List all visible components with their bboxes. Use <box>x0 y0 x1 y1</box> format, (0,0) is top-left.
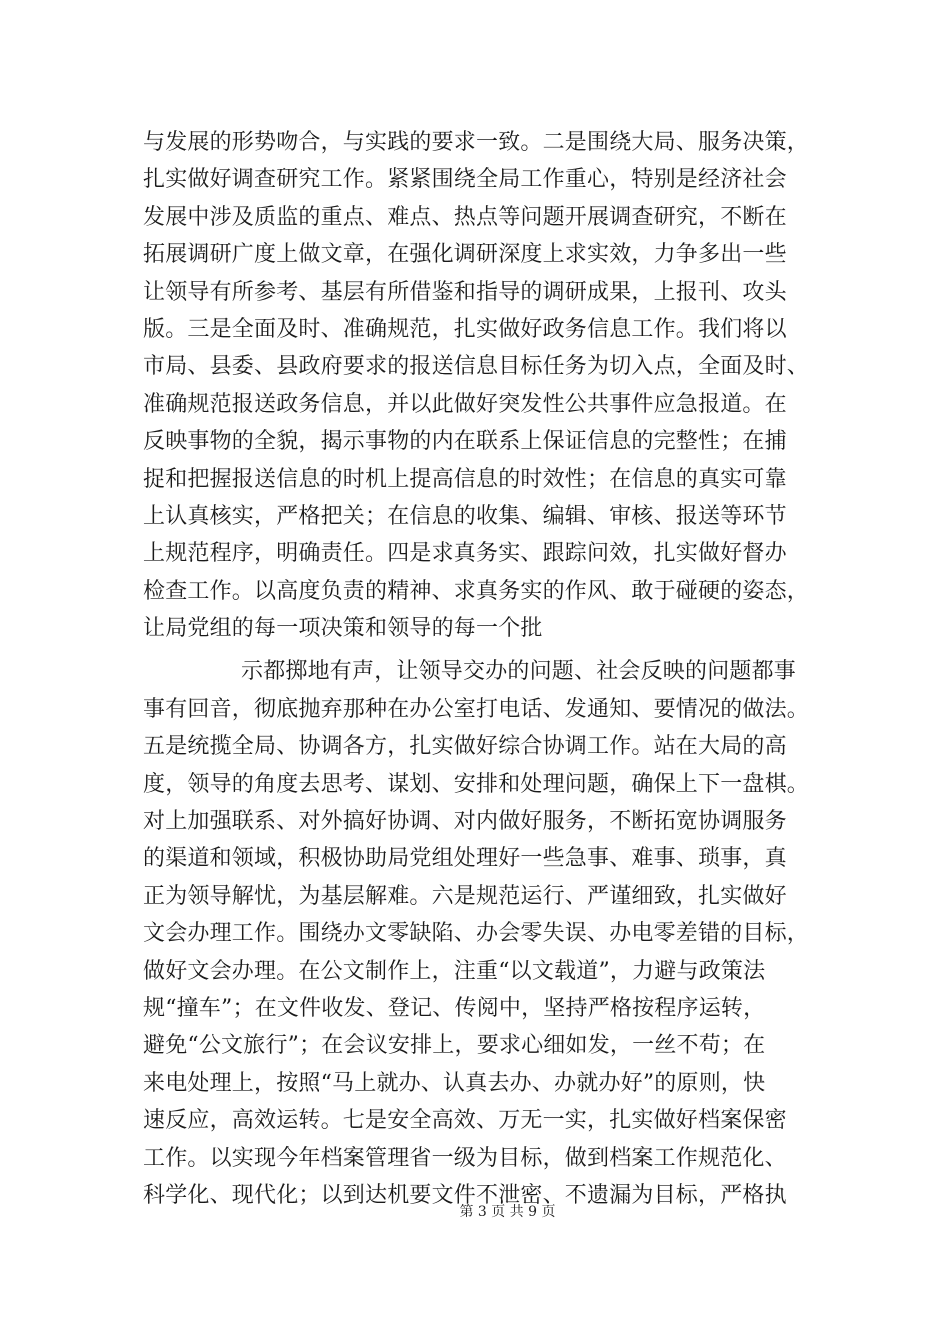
text-line: 版。三是全面及时、准确规范，扎实做好政务信息工作。我们将以 <box>143 316 787 342</box>
text-line: 避免“公文旅行”；在会议安排上，要求心细如发，一丝不苟；在 <box>143 1033 766 1059</box>
text-line: 事有回音，彻底抛弃那种在办公室打电话、发通知、要情况的做法。 <box>143 696 810 722</box>
paragraph-1 <box>143 124 813 647</box>
text-line: 做好文会办理。在公文制作上，注重“以文载道”，力避与政策法 <box>143 958 766 984</box>
text-line: 发展中涉及质监的重点、难点、热点等问题开展调查研究，不断在 <box>143 204 787 230</box>
text-line: 反映事物的全貌，揭示事物的内在联系上保证信息的完整性；在捕 <box>143 429 787 455</box>
text-line: 科学化、现代化；以到达机要文件不泄密、不遗漏为目标，严格执 <box>143 1182 787 1208</box>
text-line: 检查工作。以高度负责的精神、求真务实的作风、敢于碰硬的姿态， <box>143 578 810 604</box>
text-line: 文会办理工作。围绕办文零缺陷、办会零失误、办电零差错的目标， <box>143 921 810 947</box>
text-line: 上规范程序，明确责任。四是求真务实、跟踪问效，扎实做好督办 <box>143 541 787 567</box>
text-line: 与发展的形势吻合，与实践的要求一致。二是围绕大局、服务决策， <box>143 130 810 155</box>
text-line: 准确规范报送政务信息，并以此做好突发性公共事件应急报道。在 <box>143 391 787 417</box>
text-line: 工作。以实现今年档案管理省一级为目标，做到档案工作规范化、 <box>143 1145 787 1171</box>
text-line: 让领导有所参考、基层有所借鉴和指导的调研成果，上报刊、攻头 <box>143 279 787 305</box>
text-line: 市局、县委、县政府要求的报送信息目标任务为切入点，全面及时、 <box>143 354 810 380</box>
body-text <box>143 124 813 1214</box>
text-line: 规“撞车”；在文件收发、登记、传阅中，坚持严格按程序运转， <box>143 995 766 1021</box>
page-number-footer: 第 3 页 共 9 页 <box>459 1204 556 1220</box>
text-line: 捉和把握报送信息的时机上提高信息的时效性；在信息的真实可靠 <box>143 466 787 492</box>
text-line: 上认真核实，严格把关；在信息的收集、编辑、审核、报送等环节 <box>143 503 787 529</box>
text-line: 扎实做好调查研究工作。紧紧围绕全局工作重心，特别是经济社会 <box>143 167 787 193</box>
text-line: 度，领导的角度去思考、谋划、安排和处理问题，确保上下一盘棋。 <box>143 771 810 797</box>
text-line-indented: 示都掷地有声，让领导交办的问题、社会反映的问题都事 <box>241 659 797 685</box>
text-line: 让局党组的每一项决策和领导的每一个批 <box>143 616 543 642</box>
text-line: 正为领导解忧，为基层解难。六是规范运行、严谨细致，扎实做好 <box>143 883 787 909</box>
text-line: 拓展调研广度上做文章，在强化调研深度上求实效，力争多出一些 <box>143 242 787 268</box>
paragraph-2 <box>143 653 813 1214</box>
text-line: 的渠道和领域，积极协助局党组处理好一些急事、难事、琐事，真 <box>143 846 787 872</box>
text-line: 来电处理上，按照“马上就办、认真去办、办就办好”的原则，快 <box>143 1070 766 1096</box>
text-line: 五是统揽全局、协调各方，扎实做好综合协调工作。站在大局的高 <box>143 734 787 760</box>
text-line: 速反应，高效运转。七是安全高效、万无一实，扎实做好档案保密 <box>143 1108 787 1134</box>
text-line: 对上加强联系、对外搞好协调、对内做好服务，不断拓宽协调服务 <box>143 809 787 835</box>
